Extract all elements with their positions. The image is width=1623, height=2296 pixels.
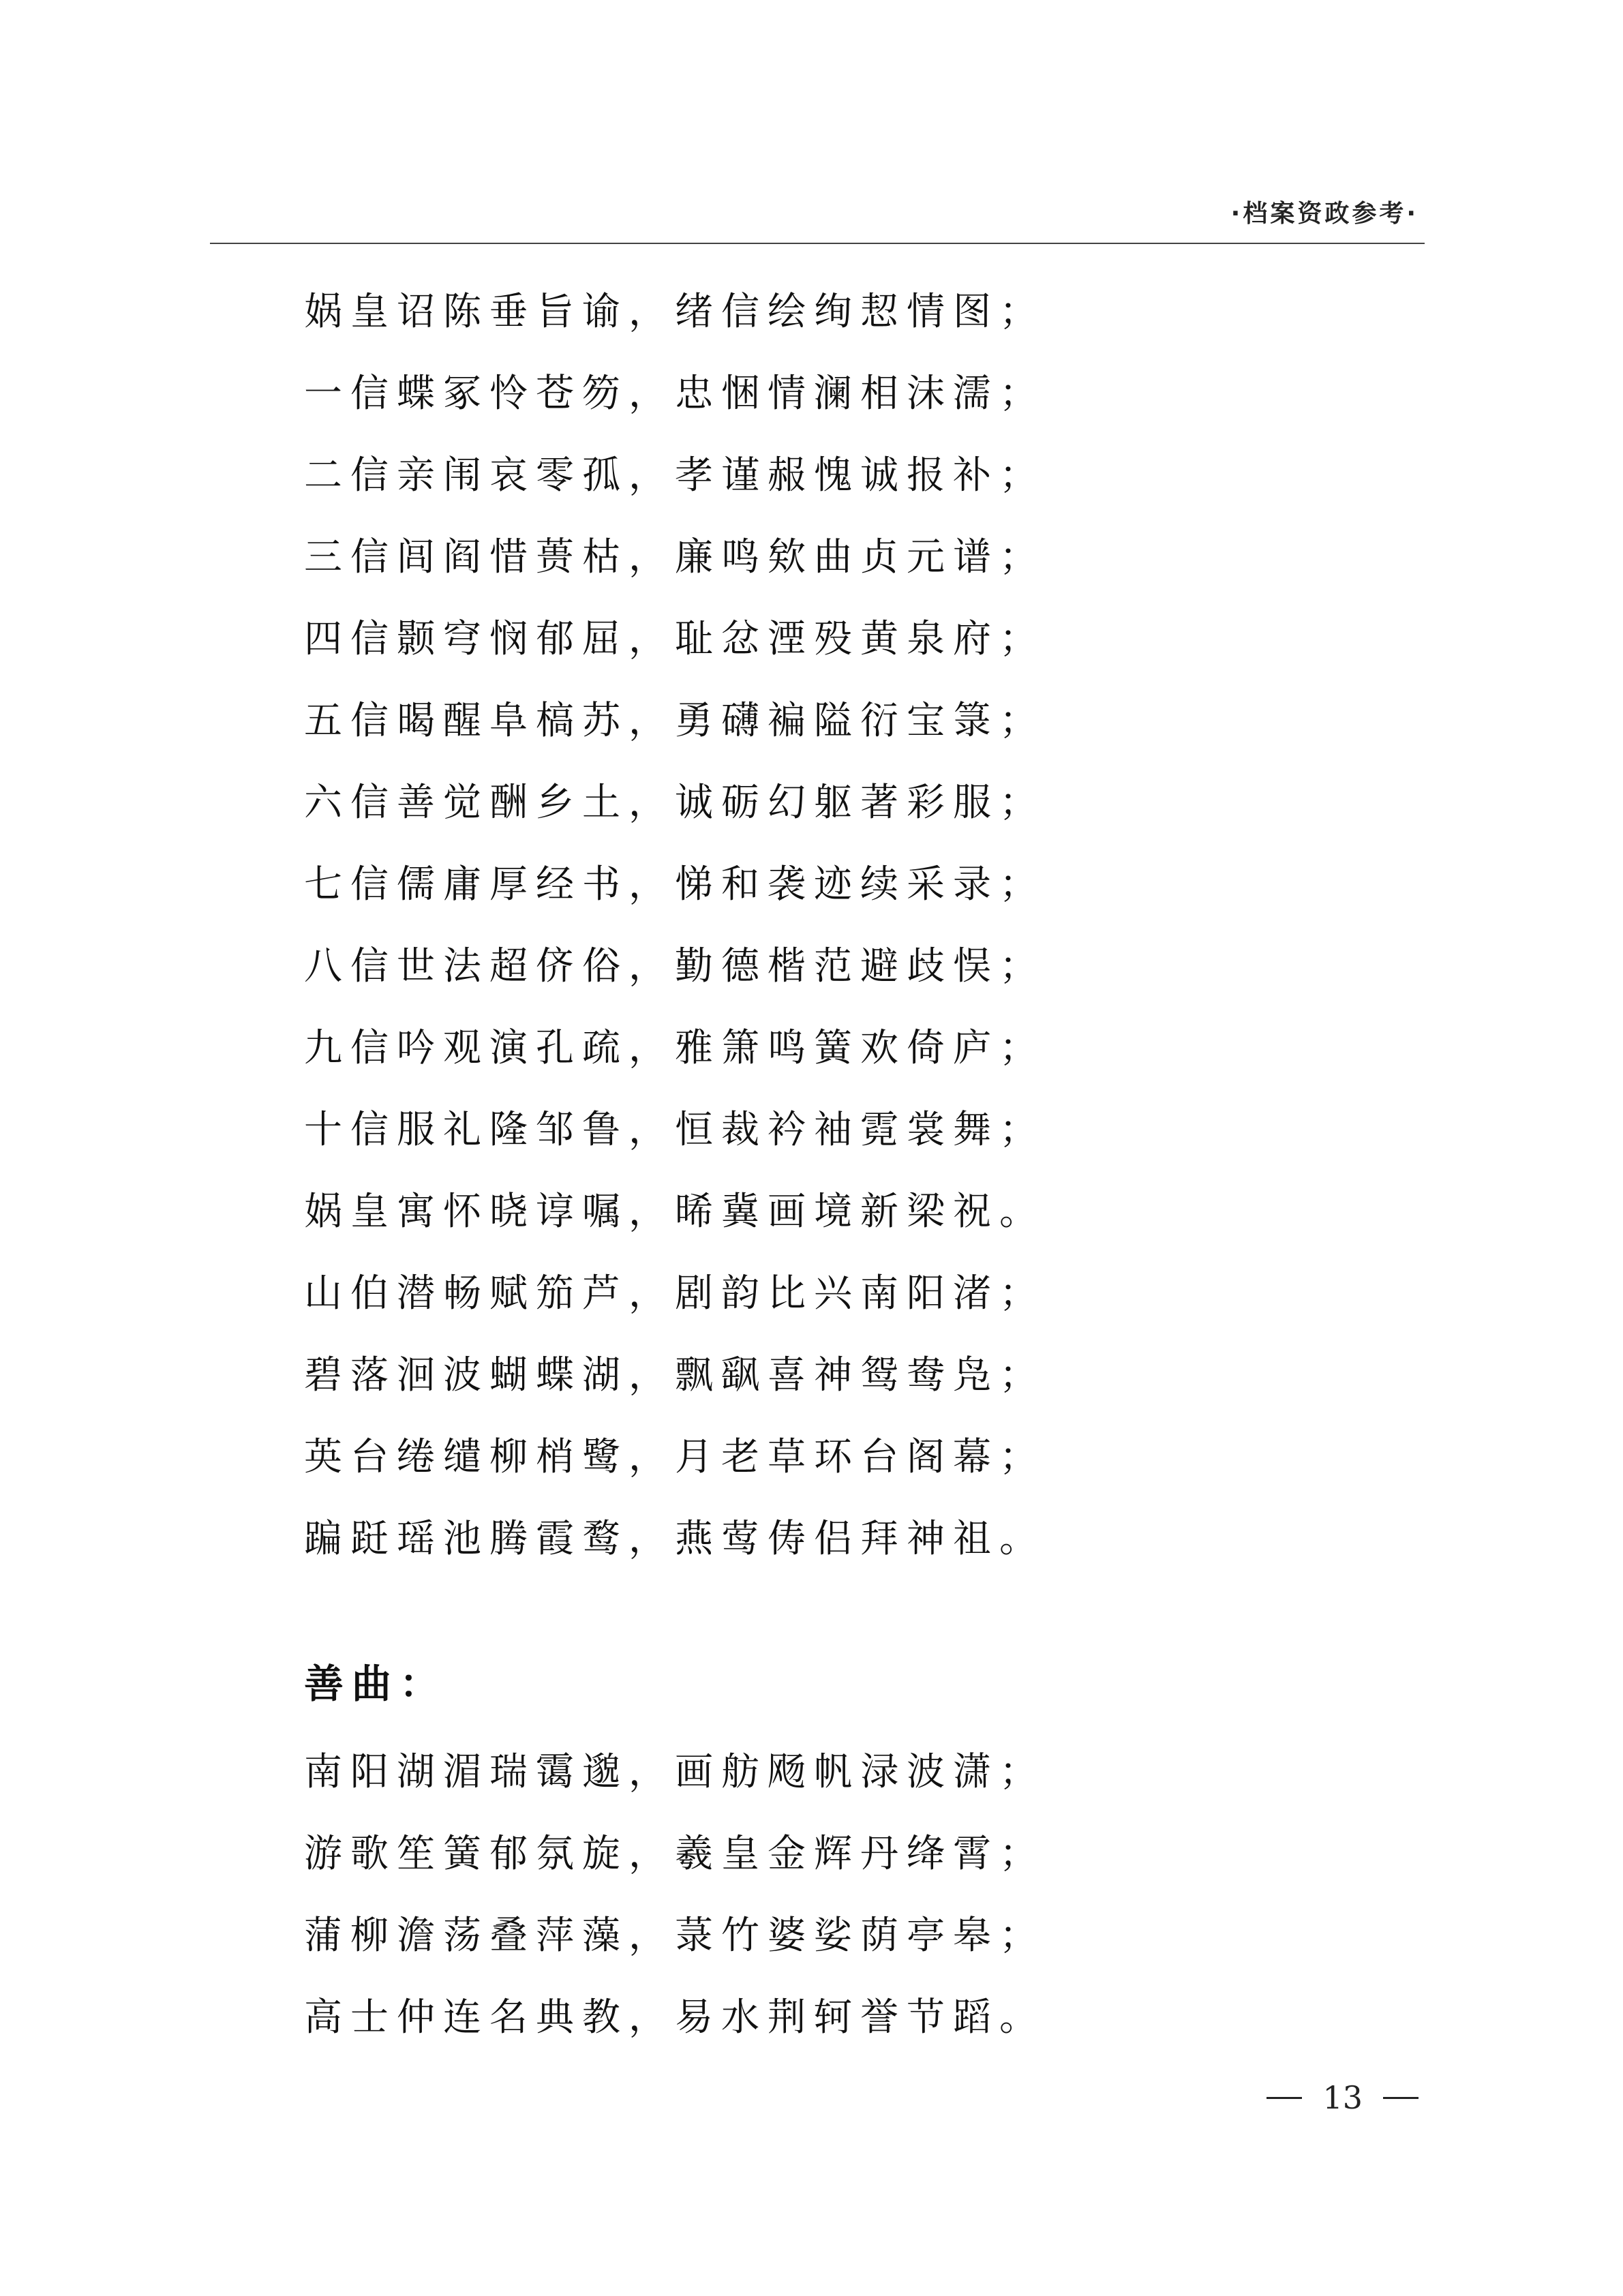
poem-line: 九信吟观演孔疏，雅箫鸣簧欢倚庐； bbox=[304, 1026, 1046, 1070]
footer-dash-right bbox=[1383, 2097, 1419, 2099]
poem-line: 娲皇寓怀晓谆嘱，晞冀画境新梁祝。 bbox=[304, 1190, 1046, 1234]
poem-line: 八信世法超侪俗，勤德楷范避歧悮； bbox=[304, 944, 1046, 988]
poem-line: 南阳湖湄瑞霭邈，画舫飏帆渌波潇； bbox=[304, 1750, 1046, 1794]
poem-line: 六信善觉酬乡土，诚砺幻躯著彩服； bbox=[304, 781, 1046, 825]
poem-line: 三信闾阎惜蒉枯，廉鸣欸曲贞元谱； bbox=[304, 535, 1046, 579]
poem-line: 四信颢穹悯郁屈，耻忿湮殁黄泉府； bbox=[304, 617, 1046, 661]
page-footer bbox=[1266, 2079, 1419, 2116]
poem-line: 五信暍醒阜槁苏，勇礴褊隘衍宝箓； bbox=[304, 699, 1046, 743]
poem-line: 碧落洄波蝴蝶湖，飘飖喜神鸳鸯凫； bbox=[304, 1353, 1046, 1398]
running-header: ·档案资政参考· bbox=[1230, 200, 1419, 228]
section-heading: 善曲： bbox=[304, 1661, 448, 1707]
poem-line: 七信儒庸厚经书，悌和袭迹续采录； bbox=[304, 862, 1046, 907]
poem-line: 山伯潜畅赋笳芦，剧韵比兴南阳渚； bbox=[304, 1271, 1046, 1316]
poem-line: 蒲柳澹荡叠萍藻，菉竹婆娑荫亭皋； bbox=[304, 1914, 1046, 1958]
poem-line: 英台绻缱柳梢鹭，月老草环台阁幕； bbox=[304, 1435, 1046, 1479]
poem-line: 高士仲连名典教，易水荆轲誉节蹈。 bbox=[304, 1995, 1046, 2040]
poem-line: 游歌笙簧郁氛旋，羲皇金辉丹绛霄； bbox=[304, 1832, 1046, 1876]
poem-main bbox=[304, 271, 1046, 1580]
poem-line: 一信蝶冢怜苍笏，忠悃情澜相沫濡； bbox=[304, 372, 1046, 416]
header-divider bbox=[210, 243, 1425, 244]
poem-section bbox=[304, 1732, 1046, 2059]
page-number: 13 bbox=[1322, 2079, 1363, 2116]
poem-line: 娲皇诏陈垂旨谕，绪信绘绚恝情图； bbox=[304, 290, 1046, 334]
poem-line: 十信服礼隆邹鲁，恒裁衿袖霓裳舞； bbox=[304, 1108, 1046, 1152]
poem-line: 蹁跹瑶池腾霞鹜，燕莺俦侣拜神祖。 bbox=[304, 1517, 1046, 1561]
footer-dash-left bbox=[1266, 2097, 1302, 2099]
poem-line: 二信亲闱哀零孤，孝谨赧愧诚报补； bbox=[304, 453, 1046, 498]
